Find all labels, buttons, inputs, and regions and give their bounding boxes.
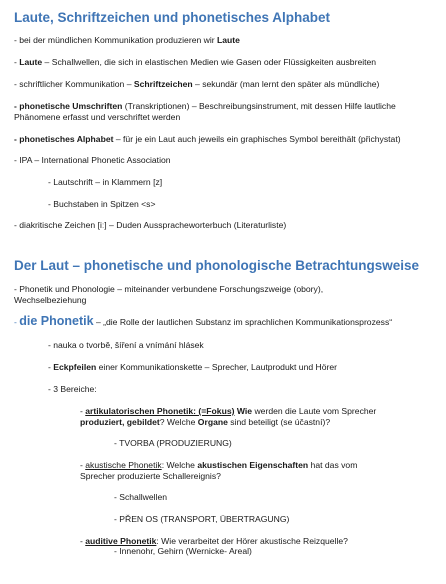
text-line: - Phonetik und Phonologie – miteinander verbundene Forschungszweige (obory), xyxy=(14,284,324,294)
text-line: - diakritische Zeichen [iː] – Duden Ausspracheworterbuch (Literaturliste) xyxy=(14,220,287,230)
text-line: - Buchstaben in Spitzen <s> xyxy=(48,199,156,209)
text-line: - artikulatorischen Phonetik: (=Fokus) Wie werden die Laute vom Sprecher xyxy=(80,406,377,416)
text-line: - phonetisches Alphabet – für je ein Laut auch jeweils ein graphisches Symbol bereithält (přichystat) xyxy=(14,134,401,144)
text-line: Sprecher produzierte Schallereignis? xyxy=(80,471,221,481)
section-heading: Laute, Schriftzeichen und phonetisches Alphabet xyxy=(14,10,331,25)
text-line: - die Phonetik – „die Rolle der lautlichen Substanz im sprachlichen Kommunikationsprozess“ xyxy=(14,314,393,328)
text-line: Wechselbeziehung xyxy=(14,295,87,305)
text-line: - Lautschrift – in Klammern [z] xyxy=(48,177,163,187)
text-line: - auditive Phonetik: Wie verarbeitet der Hörer akustische Reizquelle? xyxy=(80,536,348,546)
text-line: - akustische Phonetik: Welche akustischen Eigenschaften hat das vom xyxy=(80,460,358,470)
text-line: - Eckpfeilen einer Kommunikationskette – Sprecher, Lautprodukt und Hörer xyxy=(48,362,338,372)
text-line: Phänomene erfasst und verschriftet werden xyxy=(14,112,181,122)
text-line: - 3 Bereiche: xyxy=(48,384,97,394)
text-line: - schriftlicher Kommunikation – Schriftzeichen – sekundär (man lernt den später als mündliche) xyxy=(14,79,380,89)
text-line: - Schallwellen xyxy=(114,492,168,502)
text-line: - Innenohr, Gehirn (Wernicke- Areal) xyxy=(114,546,252,556)
text-line: - TVORBA (PRODUZIERUNG) xyxy=(114,438,232,448)
text-line: - nauka o tvorbě, šíření a vnímání hlásek xyxy=(48,340,204,350)
text-line: - bei der mündlichen Kommunikation produzieren wir Laute xyxy=(14,35,240,45)
text-line: - IPA – International Phonetic Association xyxy=(14,155,171,165)
text-line: - phonetische Umschriften (Transkriptionen) – Beschreibungsinstrument, mit dessen Hilfe lautliche xyxy=(14,101,396,111)
text-line: - PŘEN OS (TRANSPORT, ÜBERTRAGUNG) xyxy=(114,514,290,524)
section-heading: Der Laut – phonetische und phonologische Betrachtungsweise xyxy=(14,258,420,273)
text-line: produziert, gebildet? Welche Organe sind beteiligt (se účastní)? xyxy=(80,417,331,427)
text-line: - Laute – Schallwellen, die sich in elastischen Medien wie Gasen oder Flüssigkeiten ausbreiten xyxy=(14,57,377,67)
